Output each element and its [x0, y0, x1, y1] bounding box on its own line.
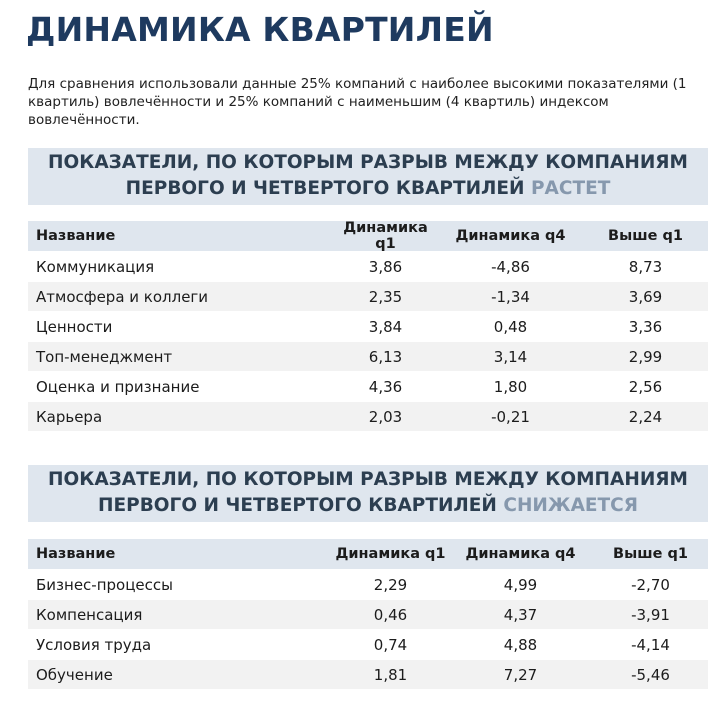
table-row — [28, 371, 708, 401]
cell-above-q1: 3,69 — [628, 287, 663, 306]
column-header-above-q1: Выше q1 — [608, 228, 683, 244]
cell-q4: 4,99 — [503, 575, 538, 594]
section-header-line2-wrap — [28, 493, 708, 519]
table-row — [28, 311, 708, 341]
page-title: ДИНАМИКА КВАРТИЛЕЙ — [26, 10, 494, 49]
cell-q4: 4,37 — [503, 605, 538, 624]
cell-name: Оценка и признание — [36, 377, 200, 396]
column-header-above-q1: Выше q1 — [613, 546, 688, 562]
cell-above-q1: 2,99 — [628, 347, 663, 366]
cell-q4: 4,88 — [503, 635, 538, 654]
cell-q4: -0,21 — [491, 407, 530, 426]
table-row — [28, 401, 708, 431]
cell-q1: 0,74 — [373, 635, 408, 654]
table-row — [28, 599, 708, 629]
cell-q4: 7,27 — [503, 665, 538, 684]
cell-name: Условия труда — [36, 635, 152, 654]
cell-above-q1: -3,91 — [631, 605, 670, 624]
section-header-accent: РАСТЕТ — [531, 178, 611, 199]
cell-q1: 2,29 — [373, 575, 408, 594]
cell-name: Ценности — [36, 317, 113, 336]
table-row — [28, 341, 708, 371]
cell-name: Топ-менеджмент — [36, 347, 173, 366]
column-header-name: Название — [36, 228, 116, 244]
cell-q4: 0,48 — [493, 317, 528, 336]
cell-above-q1: -4,14 — [631, 635, 670, 654]
cell-name: Атмосфера и коллеги — [36, 287, 209, 306]
cell-q1: 2,35 — [368, 287, 403, 306]
section-header-accent: СНИЖАЕТСЯ — [503, 495, 638, 516]
table-row — [28, 659, 708, 689]
table-row — [28, 281, 708, 311]
cell-above-q1: -5,46 — [631, 665, 670, 684]
section-header-line2-wrap — [28, 176, 708, 202]
table-header-row — [28, 538, 708, 569]
cell-name: Бизнес-процессы — [36, 575, 173, 594]
cell-above-q1: 3,36 — [628, 317, 663, 336]
cell-q4: -1,34 — [491, 287, 530, 306]
section-header-line1: ПОКАЗАТЕЛИ, ПО КОТОРЫМ РАЗРЫВ МЕЖДУ КОМПАНИЯМ — [48, 469, 688, 490]
section-header-line2: ПЕРВОГО И ЧЕТВЕРТОГО КВАРТИЛЕЙ — [98, 495, 497, 516]
cell-q1: 2,03 — [368, 407, 403, 426]
table-growing — [28, 220, 708, 431]
cell-q1: 3,84 — [368, 317, 403, 336]
table-row — [28, 251, 708, 281]
table-header-row — [28, 220, 708, 251]
column-header-q1: Динамика q1 — [335, 546, 446, 562]
cell-name: Компенсация — [36, 605, 143, 624]
cell-q1: 6,13 — [368, 347, 403, 366]
cell-name: Карьера — [36, 407, 103, 426]
table-row — [28, 629, 708, 659]
column-header-q1: Динамика q1 — [343, 220, 428, 252]
cell-above-q1: 8,73 — [628, 257, 663, 276]
column-header-q4: Динамика q4 — [465, 546, 576, 562]
cell-above-q1: 2,24 — [628, 407, 663, 426]
section-header-line2: ПЕРВОГО И ЧЕТВЕРТОГО КВАРТИЛЕЙ — [125, 178, 525, 199]
cell-above-q1: 2,56 — [628, 377, 663, 396]
cell-q1: 0,46 — [373, 605, 408, 624]
cell-name: Обучение — [36, 665, 113, 684]
cell-name: Коммуникация — [36, 257, 155, 276]
column-header-name: Название — [36, 546, 116, 562]
column-header-q4: Динамика q4 — [455, 228, 566, 244]
intro-paragraph: Для сравнения использовали данные 25% компаний с наиболее высокими показателями (1 квартиль) вовлечённости и 25% компаний с наименьшим (4 квартиль) индексом вовлечённости. — [28, 76, 687, 128]
cell-q4: 3,14 — [493, 347, 528, 366]
table-decreasing — [28, 538, 708, 689]
table-row — [28, 569, 708, 599]
cell-q1: 3,86 — [368, 257, 403, 276]
section-header-line1: ПОКАЗАТЕЛИ, ПО КОТОРЫМ РАЗРЫВ МЕЖДУ КОМПАНИЯМ — [48, 152, 688, 173]
section-header-growing — [28, 148, 708, 205]
cell-q1: 1,81 — [373, 665, 408, 684]
cell-above-q1: -2,70 — [631, 575, 670, 594]
section-header-decreasing — [28, 465, 708, 522]
cell-q1: 4,36 — [368, 377, 403, 396]
cell-q4: -4,86 — [491, 257, 530, 276]
cell-q4: 1,80 — [493, 377, 528, 396]
